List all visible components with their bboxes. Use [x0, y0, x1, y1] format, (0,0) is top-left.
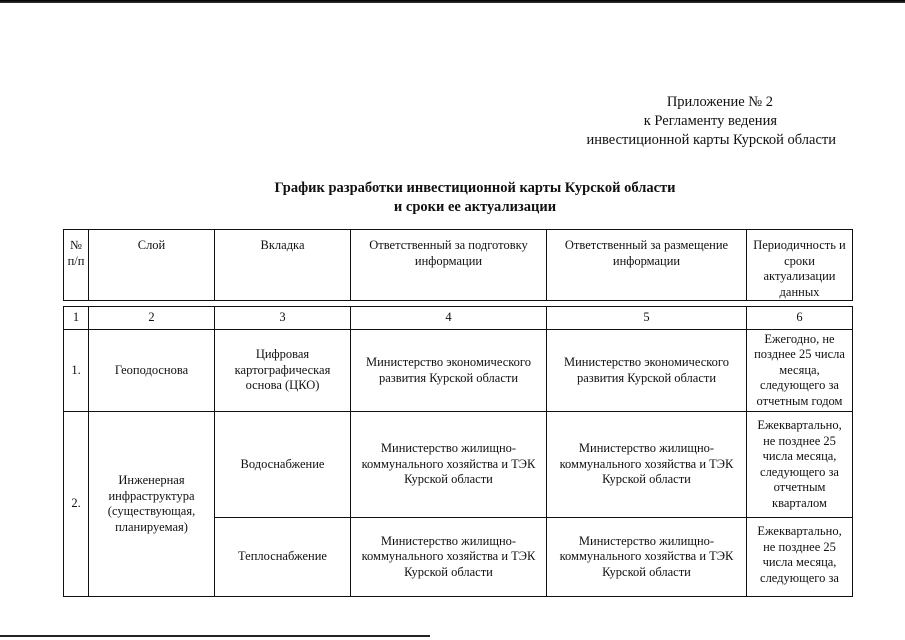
period-cell: Ежеквартально, не позднее 25 числа месяца, следующего за отчетным кварталом — [747, 412, 853, 518]
row-number: 1. — [64, 330, 89, 412]
publish-cell: Министерство жилищно-коммунального хозяйства и ТЭК Курской области — [547, 412, 747, 518]
header-cell-publish: Ответственный за размещение информации — [547, 230, 747, 301]
row-number: 2. — [64, 412, 89, 597]
header-cell-num: № п/п — [64, 230, 89, 301]
prepare-cell: Министерство экономического развития Курской области — [351, 330, 547, 412]
scan-bottom-edge — [0, 635, 430, 637]
appendix-line-1: Приложение № 2 — [666, 94, 773, 110]
publish-cell: Министерство жилищно-коммунального хозяйства и ТЭК Курской области — [547, 518, 747, 597]
column-number: 1 — [64, 307, 89, 330]
table-row-2a — [64, 412, 853, 518]
schedule-table — [63, 229, 853, 597]
period-cell: Ежегодно, не позднее 25 числа месяца, следующего за отчетным годом — [747, 330, 853, 412]
tab-cell: Теплоснабжение — [215, 518, 351, 597]
tab-cell: Водоснабжение — [215, 412, 351, 518]
header-row — [64, 230, 853, 301]
appendix-line-3: инвестиционной карты Курской области — [586, 132, 836, 148]
header-cell-prepare: Ответственный за подготовку информации — [351, 230, 547, 301]
appendix-header — [540, 93, 836, 150]
period-cell: Ежеквартально, не позднее 25 числа месяца, следующего за — [747, 518, 853, 597]
header-cell-layer: Слой — [89, 230, 215, 301]
publish-cell: Министерство экономического развития Курской области — [547, 330, 747, 412]
column-number: 3 — [215, 307, 351, 330]
table-row-1 — [64, 330, 853, 412]
column-number-row — [64, 307, 853, 330]
appendix-line-2: к Регламенту ведения — [643, 113, 777, 129]
tab-cell: Цифровая картографическая основа (ЦКО) — [215, 330, 351, 412]
column-number: 4 — [351, 307, 547, 330]
layer-cell: Геоподоснова — [89, 330, 215, 412]
column-number: 6 — [747, 307, 853, 330]
scan-top-edge — [0, 0, 905, 3]
document-title — [180, 179, 770, 217]
header-cell-tab: Вкладка — [215, 230, 351, 301]
title-line-1: График разработки инвестиционной карты Курской области — [274, 180, 676, 196]
layer-cell: Инженерная инфраструктура (существующая, планируемая) — [89, 412, 215, 597]
title-line-2: и сроки ее актуализации — [393, 199, 557, 215]
column-number: 2 — [89, 307, 215, 330]
prepare-cell: Министерство жилищно-коммунального хозяйства и ТЭК Курской области — [351, 518, 547, 597]
column-number: 5 — [547, 307, 747, 330]
header-cell-period: Периодичность и сроки актуализации данных — [747, 230, 853, 301]
prepare-cell: Министерство жилищно-коммунального хозяйства и ТЭК Курской области — [351, 412, 547, 518]
